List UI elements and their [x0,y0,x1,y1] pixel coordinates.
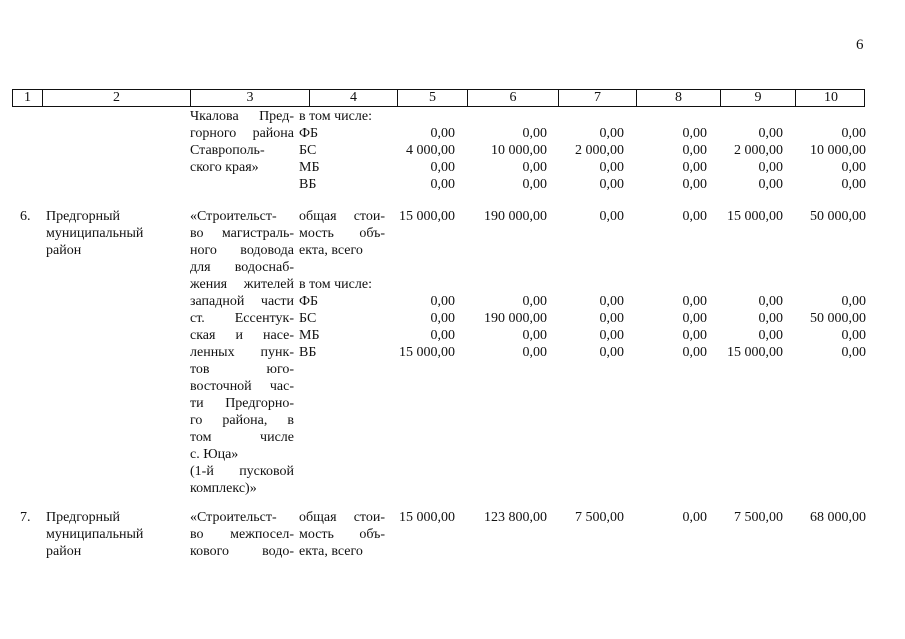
value-cell: 0,00 [430,160,455,175]
district-line: район [46,243,82,258]
object-line: Чкалова Пред- [190,109,294,124]
value-cell: 15 000,00 [399,345,455,360]
value-cell: 0,00 [599,126,624,141]
value-cell: 0,00 [682,143,707,158]
object-line: для водоснаб- [190,260,294,275]
total-label-line: екта, всего [299,544,363,559]
value-cell: 0,00 [522,328,547,343]
value-cell: 0,00 [522,177,547,192]
object-line: ская и насе- [190,328,294,343]
object-line: ного водовода [190,243,294,258]
object-line: с. Юца» [190,447,239,462]
value-cell: 0,00 [599,328,624,343]
header-col-3: 3 [191,90,310,106]
value-cell: 0,00 [682,294,707,309]
value-cell: 0,00 [758,126,783,141]
table-header-row [12,89,865,107]
total-value: 0,00 [682,510,707,525]
type-label: ВБ [299,345,317,360]
header-col-8: 8 [637,90,721,106]
value-cell: 0,00 [430,328,455,343]
value-cell: 0,00 [758,177,783,192]
total-value: 0,00 [682,209,707,224]
value-cell: 0,00 [430,177,455,192]
page-number: 6 [856,37,864,53]
district-line: муниципальный [46,527,144,542]
total-value: 0,00 [599,209,624,224]
value-cell: 0,00 [758,160,783,175]
object-line: «Строительст- [190,510,277,525]
value-cell: 0,00 [682,311,707,326]
object-line: горного района [190,126,294,141]
type-label: в том числе: [299,109,372,124]
object-line: восточной час- [190,379,294,394]
value-cell: 0,00 [758,328,783,343]
value-cell: 0,00 [841,294,866,309]
value-cell: 0,00 [682,160,707,175]
value-cell: 0,00 [682,345,707,360]
header-col-1: 1 [13,90,43,106]
value-cell: 0,00 [841,328,866,343]
object-line: ти Предгорно- [190,396,294,411]
value-cell: 0,00 [841,126,866,141]
object-line: (1-й пусковой [190,464,294,479]
header-col-10: 10 [824,90,838,105]
header-col-9: 9 [721,90,796,106]
value-cell: 0,00 [430,294,455,309]
value-cell: 0,00 [522,126,547,141]
value-cell: 0,00 [430,311,455,326]
object-line: комплекс)» [190,481,257,496]
total-value: 15 000,00 [399,209,455,224]
total-label-line: общая стои- [299,209,385,224]
district-line: муниципальный [46,226,144,241]
value-cell: 4 000,00 [406,143,455,158]
object-line: том числе [190,430,294,445]
object-line: кового водо- [190,544,294,559]
value-cell: 10 000,00 [810,143,866,158]
total-value: 68 000,00 [810,510,866,525]
type-label: БС [299,311,317,326]
type-label: ФБ [299,294,319,309]
object-line: ленных пунк- [190,345,294,360]
value-cell: 50 000,00 [810,311,866,326]
value-cell: 0,00 [682,328,707,343]
header-col-2: 2 [43,90,191,106]
value-cell: 0,00 [522,160,547,175]
value-cell: 0,00 [682,177,707,192]
district-line: Предгорный [46,209,121,224]
value-cell: 0,00 [841,160,866,175]
total-value: 15 000,00 [399,510,455,525]
value-cell: 0,00 [599,345,624,360]
object-line: ст. Ессентук- [190,311,294,326]
district-line: район [46,544,82,559]
header-col-6: 6 [468,90,559,106]
type-label: БС [299,143,317,158]
total-value: 190 000,00 [484,209,547,224]
value-cell: 0,00 [758,311,783,326]
header-col-7: 7 [559,90,637,106]
object-line: во межпосел- [190,527,294,542]
total-label-line: екта, всего [299,243,363,258]
object-line: тов юго- [190,362,294,377]
value-cell: 190 000,00 [484,311,547,326]
object-line: западной части [190,294,294,309]
value-cell: 15 000,00 [727,345,783,360]
value-cell: 0,00 [599,294,624,309]
total-value: 50 000,00 [810,209,866,224]
total-value: 7 500,00 [575,510,624,525]
total-label-line: общая стои- [299,510,385,525]
value-cell: 2 000,00 [575,143,624,158]
value-cell: 0,00 [599,160,624,175]
object-line: ского края» [190,160,259,175]
type-label: ФБ [299,126,319,141]
object-line: жения жителей [190,277,294,292]
header-col-4: 4 [310,90,398,106]
district-line: Предгорный [46,510,121,525]
value-cell: 10 000,00 [491,143,547,158]
value-cell: 0,00 [599,311,624,326]
row-number: 7. [20,510,31,525]
value-cell: 0,00 [430,126,455,141]
type-label: МБ [299,160,320,175]
total-value: 15 000,00 [727,209,783,224]
value-cell: 0,00 [522,345,547,360]
total-value: 123 800,00 [484,510,547,525]
type-label: в том числе: [299,277,372,292]
type-label: МБ [299,328,320,343]
object-line: го района, в [190,413,294,428]
value-cell: 0,00 [599,177,624,192]
header-col-5: 5 [398,90,468,106]
row-number: 6. [20,209,31,224]
object-line: Ставрополь- [190,143,265,158]
total-value: 7 500,00 [734,510,783,525]
value-cell: 0,00 [841,345,866,360]
value-cell: 0,00 [841,177,866,192]
value-cell: 0,00 [522,294,547,309]
total-label-line: мость объ- [299,226,385,241]
type-label: ВБ [299,177,317,192]
value-cell: 0,00 [682,126,707,141]
object-line: «Строительст- [190,209,277,224]
value-cell: 2 000,00 [734,143,783,158]
total-label-line: мость объ- [299,527,385,542]
value-cell: 0,00 [758,294,783,309]
object-line: во магистраль- [190,226,294,241]
